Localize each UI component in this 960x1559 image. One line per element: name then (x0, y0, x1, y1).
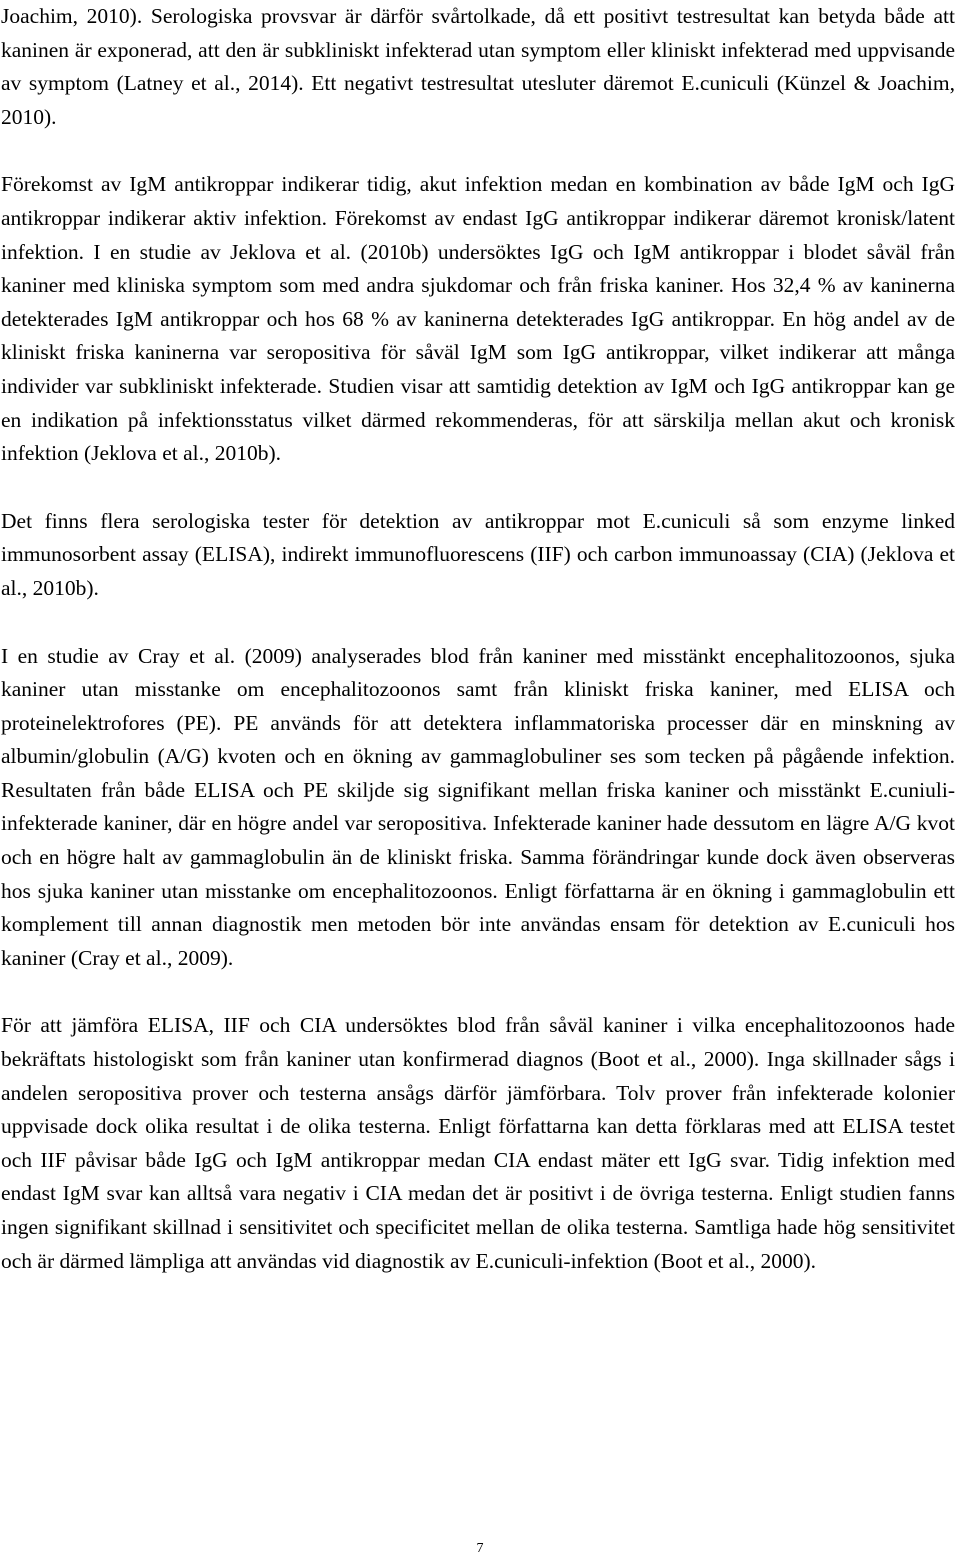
paragraph-serology-interpretation: Joachim, 2010). Serologiska provsvar är därför svårtolkade, då ett positivt testresultat kan betyda både att kaninen är exponerad, att den är subkliniskt infekterad utan symptom eller kliniskt infekterad med uppvisande av symptom (Latney et al., 2014). Ett negativt testresultat utesluter däremot E.cuniculi (Künzel & Joachim, 2010). (1, 4, 955, 129)
paragraph-cray-study: I en studie av Cray et al. (2009) analyserades blod från kaniner med misstänkt encephalitozoonos, sjuka kaniner utan misstanke om encephalitozoonos samt från kliniskt friska kaniner, med ELISA och proteinelektrofores (PE). PE används för att detektera inflammatoriska processer där en minskning av albumin/globulin (A/G) kvoten och en ökning av gammaglobuliner ses som tecken på pågående infektion. Resultaten från både ELISA och PE skiljde sig signifikant mellan friska kaniner och misstänkt E.cuniuli-infekterade kaniner, där en högre andel var seropositiva. Infekterade kaniner hade dessutom en lägre A/G kvot och en högre halt av gammaglobulin än de kliniskt friska. Samma förändringar kunde dock även observeras hos sjuka kaniner utan misstanke om encephalitozoonos. Enligt författarna är en ökning i gammaglobulin ett komplement till annan diagnostik men metoden bör inte användas ensam för detektion av E.cuniculi hos kaniner (Cray et al., 2009). (1, 643, 955, 970)
body-text (1, 0, 955, 1278)
paragraph-igm-igg-antibodies: Förekomst av IgM antikroppar indikerar tidig, akut infektion medan en kombination av både IgM och IgG antikroppar indikerar aktiv infektion. Förekomst av endast IgG antikroppar indikerar däremot kronisk/latent infektion. I en studie av Jeklova et al. (2010b) undersöktes IgG och IgM antikroppar i blodet såväl från kaniner med kliniska symptom som med andra sjukdomar och från friska kaniner. Hos 32,4 % av kaninerna detekterades IgM antikroppar och hos 68 % av kaninerna detekterades IgG antikroppar. En hög andel av de kliniskt friska kaninerna var seropositiva för såväl IgM som IgG antikroppar, vilket indikerar att många individer var subkliniskt infekterade. Studien visar att samtidig detektion av IgM och IgG antikroppar kan ge en indikation på infektionsstatus vilket därmed rekommenderas, för att särskilja mellan akut och kronisk infektion (Jeklova et al., 2010b). (1, 172, 955, 466)
page-number: 7 (476, 1541, 484, 1556)
paragraph-serological-tests: Det finns flera serologiska tester för detektion av antikroppar mot E.cuniculi så som enzyme linked immunosorbent assay (ELISA), indirekt immunofluorescens (IIF) och carbon immunoassay (CIA) (Jeklova et al., 2010b). (1, 508, 955, 600)
paragraph-boot-study: För att jämföra ELISA, IIF och CIA undersöktes blod från såväl kaniner i vilka encephalitozoonos hade bekräftats histologiskt som från kaniner utan konfirmerad diagnos (Boot et al., 2000). Inga skillnader sågs i andelen seropositiva prover och testerna ansågs därför jämförbara. Tolv prover från infekterade kolonier uppvisade dock olika resultat i de olika testerna. Enligt författarna kan detta förklaras med att ELISA testet och IIF påvisar både IgG och IgM antikroppar medan CIA endast mäter ett IgG svar. Tidig infektion med endast IgM svar kan alltså vara negativ i CIA medan det är positivt i de övriga testerna. Enligt studien fanns ingen signifikant skillnad i sensitivitet och specificitet mellan de olika testerna. Samtliga hade hög sensitivitet och är därmed lämpliga att användas vid diagnostik av E.cuniculi-infektion (Boot et al., 2000). (1, 1013, 955, 1273)
